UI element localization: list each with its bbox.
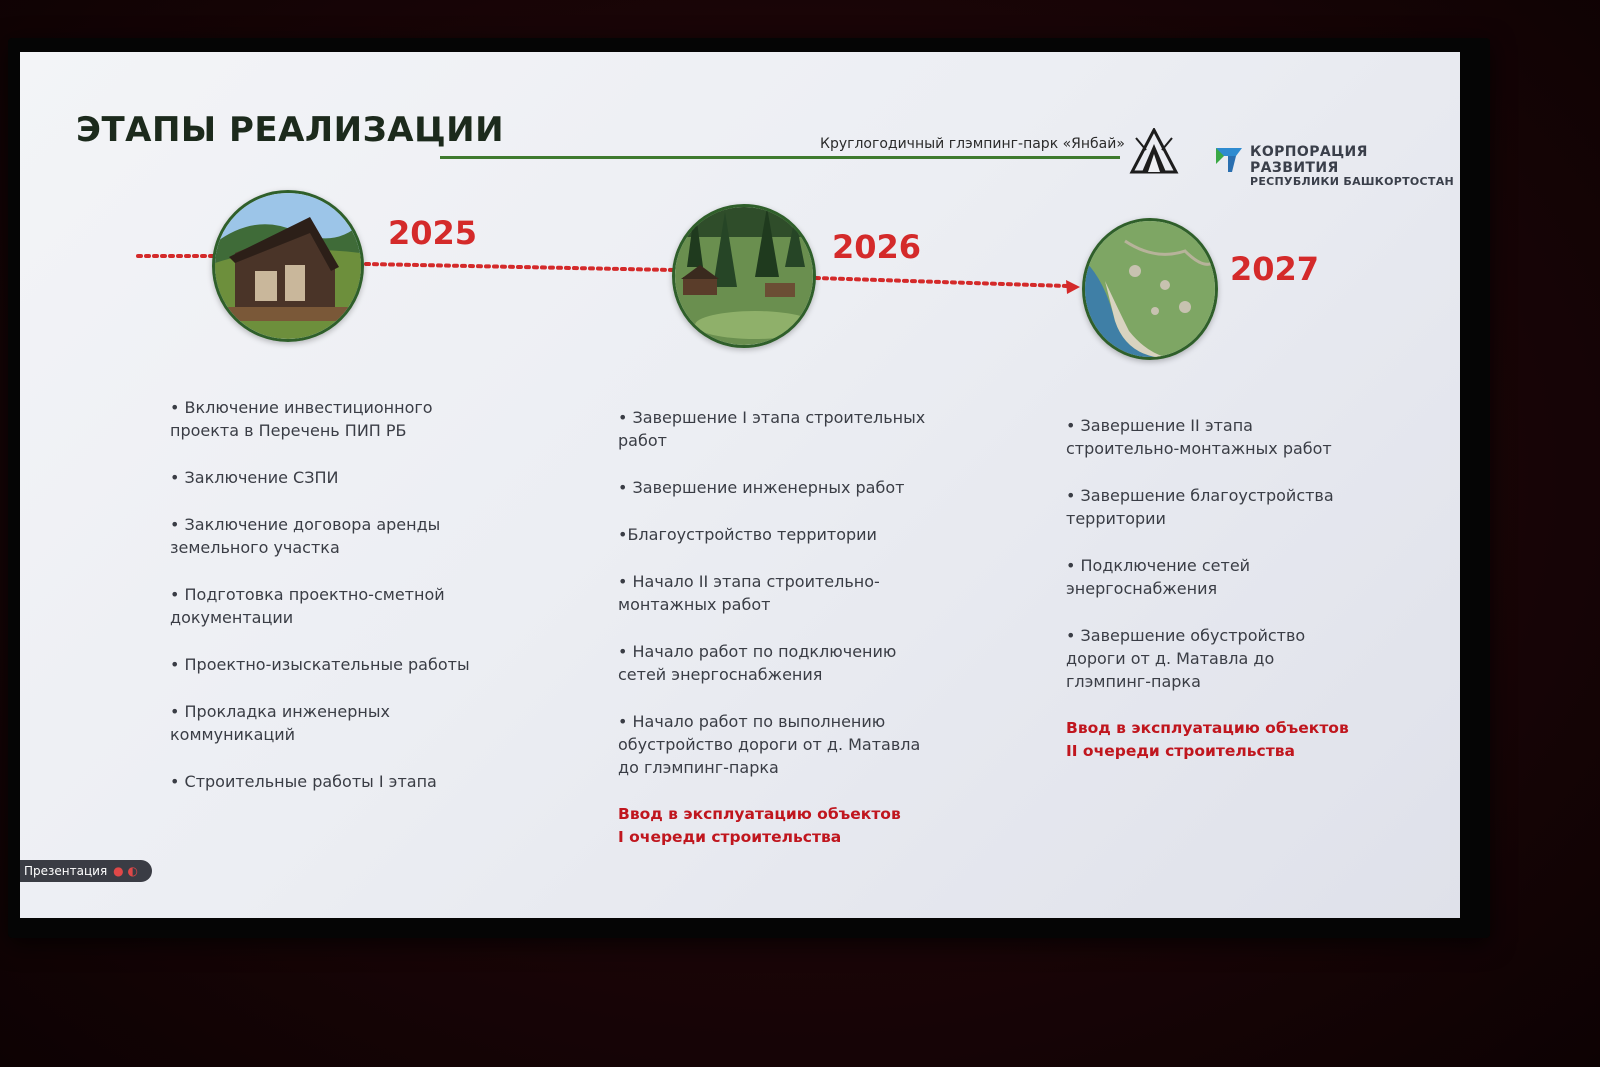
presentation-badge-label: Презентация <box>24 864 108 878</box>
stage-2025-photo <box>212 190 364 342</box>
recording-indicator-icon: ● ◐ <box>113 864 138 878</box>
list-item: • Подготовка проектно-сметной документации <box>170 585 445 627</box>
stage-2027-milestone: Ввод в эксплуатацию объектов II очереди строительства <box>1066 719 1349 760</box>
stage-2027-year: 2027 <box>1230 250 1320 288</box>
stage-2027-list <box>1066 414 1366 763</box>
presentation-slide <box>20 52 1460 918</box>
stage-2026-photo <box>672 204 816 348</box>
list-item: • Проектно-изыскательные работы <box>170 655 470 674</box>
stage-2026-milestone: Ввод в эксплуатацию объектов I очереди строительства <box>618 805 901 846</box>
list-item: • Строительные работы I этапа <box>170 772 437 791</box>
list-item: • Прокладка инженерных коммуникаций <box>170 702 390 744</box>
list-item: • Завершение инженерных работ <box>618 478 905 497</box>
slide-title: ЭТАПЫ РЕАЛИЗАЦИИ <box>76 110 505 150</box>
stage-2025-year: 2025 <box>388 214 478 252</box>
project-subtitle: Круглогодичный глэмпинг-парк «Янбай» <box>820 136 1125 152</box>
list-item: • Завершение благоустройства территории <box>1066 486 1334 528</box>
list-item: • Завершение обустройство дороги от д. Матавла до глэмпинг-парка <box>1066 626 1306 691</box>
corporation-name-line1: КОРПОРАЦИЯ РАЗВИТИЯ <box>1250 144 1368 177</box>
stage-2027-photo <box>1082 218 1218 360</box>
list-item: • Завершение I этапа строительных работ <box>618 408 926 450</box>
list-item: • Подключение сетей энергоснабжения <box>1066 556 1251 598</box>
corporation-name-line2: РЕСПУБЛИКИ БАШКОРТОСТАН <box>1250 175 1455 189</box>
stage-2026-list <box>618 406 938 849</box>
presentation-badge <box>20 860 152 882</box>
list-item: • Заключение договора аренды земельного участка <box>170 515 441 557</box>
timeline-arrowhead <box>1066 280 1080 294</box>
list-item: • Завершение II этапа строительно-монтажных работ <box>1066 416 1332 458</box>
list-item: • Начало работ по выполнению обустройство дороги от д. Матавла до глэмпинг-парка <box>618 712 921 777</box>
stage-2025-list <box>170 396 500 817</box>
corporation-logo-icon <box>1214 144 1244 174</box>
list-item: • Начало II этапа строительно- монтажных работ <box>618 572 880 614</box>
list-item: • Включение инвестиционного проекта в Перечень ПИП РБ <box>170 398 433 440</box>
list-item: •Благоустройство территории <box>618 525 877 544</box>
stage-2026-year: 2026 <box>832 228 922 266</box>
list-item: • Начало работ по подключению сетей энергоснабжения <box>618 642 897 684</box>
corporation-name <box>1250 144 1460 189</box>
tent-logo-icon <box>1128 128 1180 174</box>
title-underline <box>440 156 1120 159</box>
list-item: • Заключение СЗПИ <box>170 468 339 487</box>
